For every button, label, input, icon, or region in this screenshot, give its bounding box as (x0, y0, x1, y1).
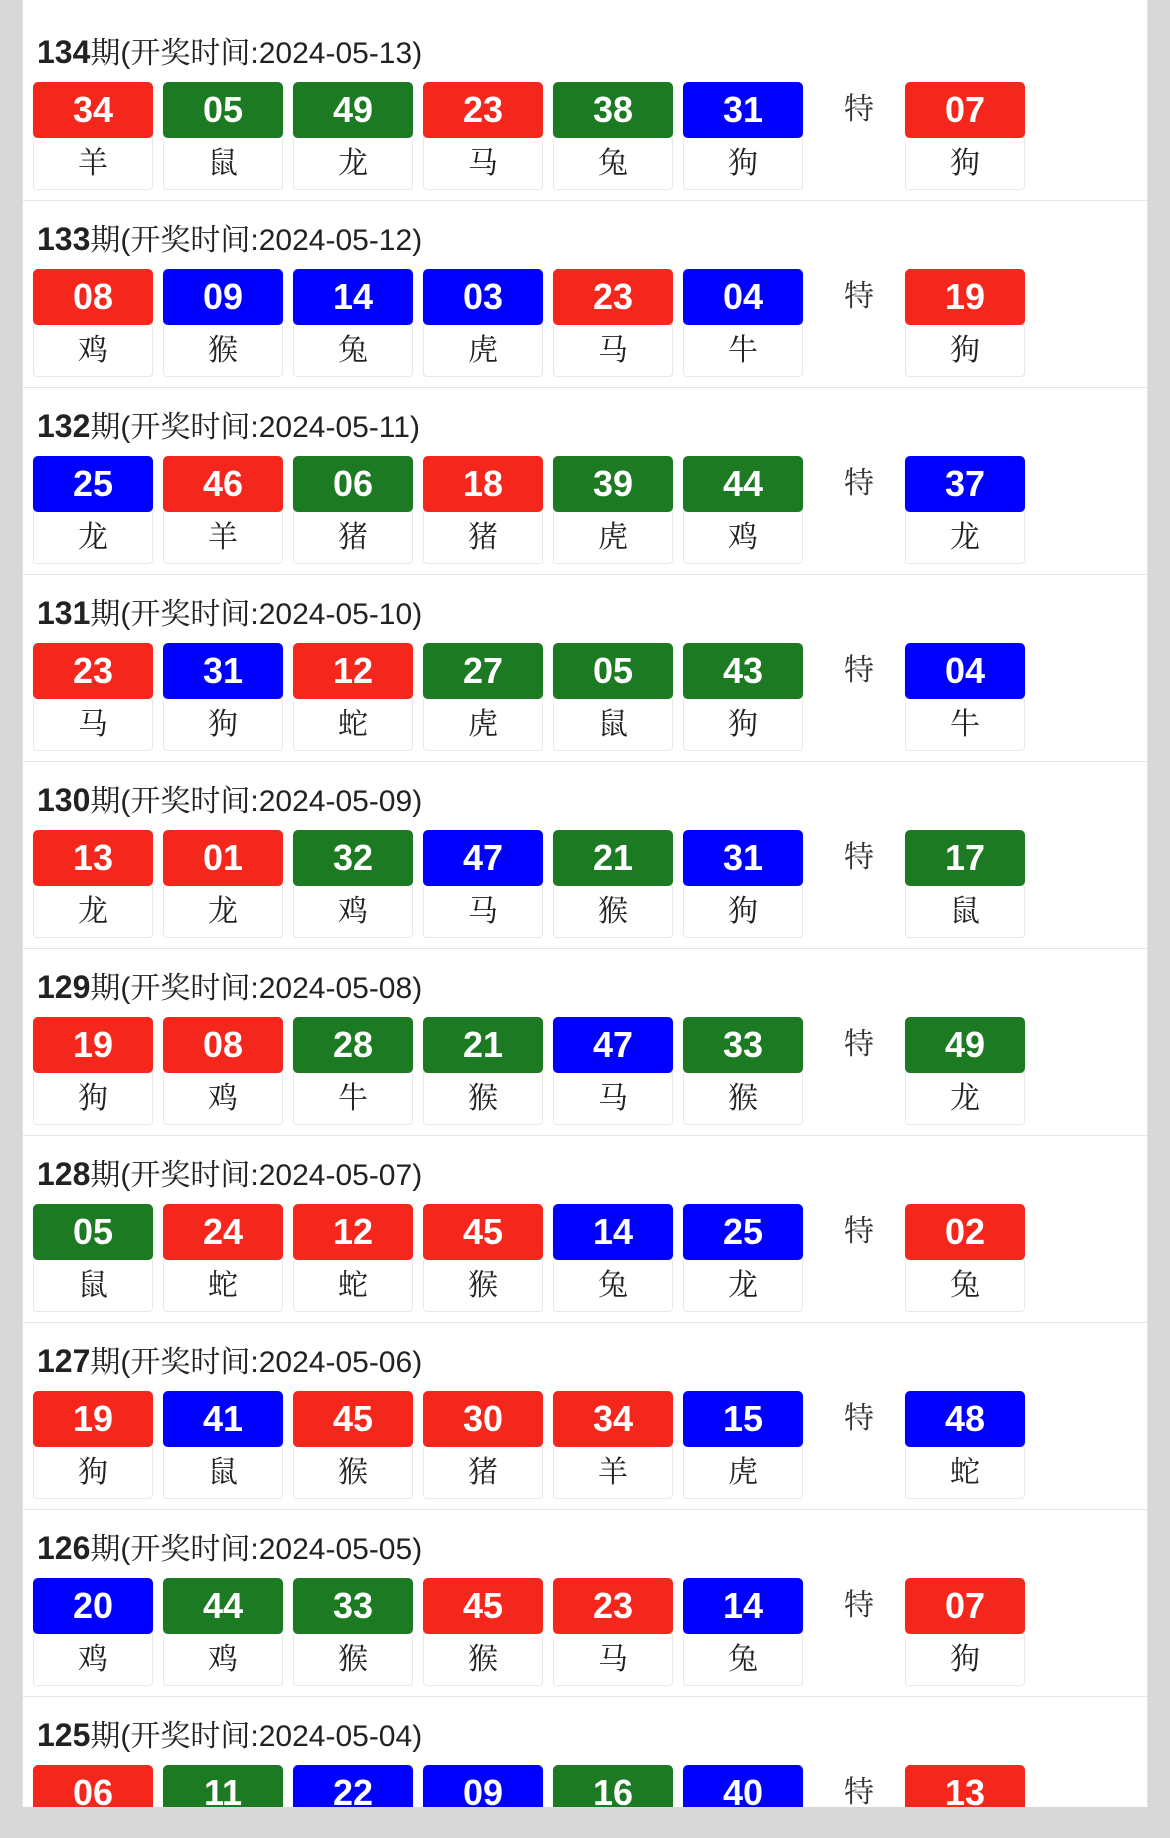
ball-number: 33 (293, 1578, 413, 1634)
draw-header (23, 1697, 1147, 1765)
ball-zodiac: 马 (553, 325, 673, 377)
normal-ball (553, 1204, 673, 1312)
ball-zodiac: 牛 (293, 1073, 413, 1125)
ball-number: 40 (683, 1765, 803, 1807)
normal-ball (163, 1204, 283, 1312)
draw-header (23, 14, 1147, 82)
normal-ball (293, 1765, 413, 1807)
special-ball-label: 特 (844, 93, 874, 126)
ball-number: 14 (683, 1578, 803, 1634)
ball-zodiac: 狗 (33, 1073, 153, 1125)
draw-date: 2024-05-07 (258, 1159, 413, 1192)
ball-number: 38 (553, 82, 673, 138)
ball-number: 45 (423, 1578, 543, 1634)
draw-date-prefix: 期(开奖时间: (90, 1720, 259, 1753)
normal-ball (553, 643, 673, 751)
ball-zodiac: 猴 (553, 886, 673, 938)
ball-number: 04 (683, 269, 803, 325)
normal-ball (293, 1204, 413, 1312)
ball-number: 32 (293, 830, 413, 886)
special-ball-zodiac: 兔 (905, 1260, 1025, 1312)
normal-ball (163, 830, 283, 938)
ball-zodiac: 猪 (423, 1447, 543, 1499)
ball-number: 23 (553, 269, 673, 325)
special-ball (905, 1204, 1025, 1312)
ball-zodiac: 兔 (293, 325, 413, 377)
ball-number: 19 (33, 1391, 153, 1447)
special-ball-label: 特 (844, 1402, 874, 1435)
special-ball-label: 特 (844, 1215, 874, 1248)
ball-row (23, 1765, 1147, 1807)
ball-number: 11 (163, 1765, 283, 1807)
normal-ball (683, 269, 803, 377)
draw-date-prefix: 期(开奖时间: (90, 224, 259, 257)
normal-ball (423, 82, 543, 190)
ball-zodiac: 猴 (293, 1634, 413, 1686)
ball-number: 20 (33, 1578, 153, 1634)
ball-number: 31 (683, 82, 803, 138)
ball-number: 45 (423, 1204, 543, 1260)
draw-date-prefix: 期(开奖时间: (90, 37, 259, 70)
special-ball-number: 04 (905, 643, 1025, 699)
normal-ball (423, 1204, 543, 1312)
ball-zodiac: 兔 (683, 1634, 803, 1686)
normal-ball (423, 830, 543, 938)
ball-number: 30 (423, 1391, 543, 1447)
special-ball-label: 特 (844, 280, 874, 313)
ball-zodiac: 蛇 (293, 1260, 413, 1312)
ball-zodiac: 鸡 (33, 1634, 153, 1686)
ball-zodiac: 龙 (33, 512, 153, 564)
normal-ball (163, 82, 283, 190)
draw-header (23, 1136, 1147, 1204)
special-ball-label: 特 (844, 1589, 874, 1622)
draw-block (23, 575, 1147, 762)
ball-number: 33 (683, 1017, 803, 1073)
ball-number: 01 (163, 830, 283, 886)
draw-date-prefix: 期(开奖时间: (90, 1533, 259, 1566)
ball-zodiac: 羊 (553, 1447, 673, 1499)
ball-number: 15 (683, 1391, 803, 1447)
draw-issue-number: 131 (37, 595, 91, 631)
ball-zodiac: 鸡 (33, 325, 153, 377)
special-ball-number: 49 (905, 1017, 1025, 1073)
draw-block (23, 1510, 1147, 1697)
ball-row (23, 1017, 1147, 1125)
draw-date-prefix: 期(开奖时间: (90, 972, 259, 1005)
ball-zodiac: 蛇 (293, 699, 413, 751)
ball-zodiac: 猴 (293, 1447, 413, 1499)
ball-zodiac: 马 (553, 1073, 673, 1125)
normal-ball (33, 1204, 153, 1312)
special-ball-zodiac: 鼠 (905, 886, 1025, 938)
special-ball (905, 1017, 1025, 1125)
draw-date-prefix: 期(开奖时间: (90, 1346, 259, 1379)
ball-zodiac: 龙 (33, 886, 153, 938)
ball-number: 23 (423, 82, 543, 138)
normal-ball (423, 1391, 543, 1499)
normal-ball (163, 1391, 283, 1499)
ball-zodiac: 鼠 (33, 1260, 153, 1312)
ball-row (23, 82, 1147, 190)
draw-date: 2024-05-11 (258, 411, 410, 444)
draw-issue-number: 132 (37, 408, 91, 444)
ball-zodiac: 猴 (163, 325, 283, 377)
normal-ball (33, 269, 153, 377)
ball-number: 47 (423, 830, 543, 886)
ball-zodiac: 龙 (163, 886, 283, 938)
ball-zodiac: 狗 (33, 1447, 153, 1499)
ball-number: 44 (163, 1578, 283, 1634)
ball-number: 18 (423, 456, 543, 512)
draw-date-suffix: ) (412, 1346, 423, 1379)
normal-ball (293, 1391, 413, 1499)
normal-ball (33, 1578, 153, 1686)
special-ball-number: 17 (905, 830, 1025, 886)
draw-issue-number: 126 (37, 1530, 91, 1566)
ball-zodiac: 虎 (553, 512, 673, 564)
ball-number: 34 (553, 1391, 673, 1447)
ball-zodiac: 虎 (423, 325, 543, 377)
normal-ball (33, 1017, 153, 1125)
special-ball-zodiac: 狗 (905, 325, 1025, 377)
draw-header (23, 762, 1147, 830)
normal-ball (33, 1391, 153, 1499)
special-ball-label: 特 (844, 1776, 874, 1807)
special-ball-zodiac: 牛 (905, 699, 1025, 751)
normal-ball (33, 1765, 153, 1807)
special-ball-number: 13 (905, 1765, 1025, 1807)
ball-zodiac: 虎 (423, 699, 543, 751)
ball-row (23, 643, 1147, 751)
special-ball-label: 特 (844, 1028, 874, 1061)
special-ball-zodiac: 龙 (905, 1073, 1025, 1125)
special-ball (905, 456, 1025, 564)
draw-block (23, 762, 1147, 949)
ball-number: 13 (33, 830, 153, 886)
special-ball-number: 02 (905, 1204, 1025, 1260)
draw-issue-number: 127 (37, 1343, 91, 1379)
ball-number: 21 (553, 830, 673, 886)
draw-date: 2024-05-10 (258, 598, 413, 631)
normal-ball (33, 456, 153, 564)
draw-date-suffix: ) (412, 1159, 423, 1192)
ball-zodiac: 鸡 (163, 1073, 283, 1125)
ball-number: 19 (33, 1017, 153, 1073)
ball-zodiac: 鼠 (163, 1447, 283, 1499)
normal-ball (293, 82, 413, 190)
normal-ball (683, 1765, 803, 1807)
ball-zodiac: 猪 (293, 512, 413, 564)
normal-ball (553, 1391, 673, 1499)
ball-number: 49 (293, 82, 413, 138)
normal-ball (683, 643, 803, 751)
results-sheet (22, 14, 1148, 1807)
ball-row (23, 456, 1147, 564)
draw-date-suffix: ) (409, 411, 420, 444)
ball-zodiac: 鼠 (553, 699, 673, 751)
ball-number: 05 (33, 1204, 153, 1260)
normal-ball (683, 1578, 803, 1686)
ball-zodiac: 兔 (553, 1260, 673, 1312)
ball-row (23, 1204, 1147, 1312)
ball-number: 31 (163, 643, 283, 699)
normal-ball (293, 830, 413, 938)
draw-date-suffix: ) (412, 37, 423, 70)
special-ball-number: 07 (905, 1578, 1025, 1634)
draw-date-suffix: ) (412, 785, 423, 818)
ball-number: 16 (553, 1765, 673, 1807)
special-ball (905, 269, 1025, 377)
ball-row (23, 830, 1147, 938)
special-ball (905, 1578, 1025, 1686)
ball-number: 06 (33, 1765, 153, 1807)
special-ball-label: 特 (844, 654, 874, 687)
ball-number: 43 (683, 643, 803, 699)
ball-number: 09 (163, 269, 283, 325)
ball-zodiac: 猴 (423, 1634, 543, 1686)
ball-number: 27 (423, 643, 543, 699)
draw-date: 2024-05-13 (258, 37, 413, 70)
ball-number: 25 (33, 456, 153, 512)
draw-header (23, 949, 1147, 1017)
ball-zodiac: 狗 (683, 138, 803, 190)
ball-zodiac: 马 (423, 886, 543, 938)
special-ball (905, 830, 1025, 938)
special-ball-number: 19 (905, 269, 1025, 325)
normal-ball (553, 269, 673, 377)
normal-ball (163, 1578, 283, 1686)
draw-date: 2024-05-08 (258, 972, 413, 1005)
draw-date-suffix: ) (412, 1533, 423, 1566)
draw-header (23, 575, 1147, 643)
normal-ball (33, 643, 153, 751)
ball-number: 05 (163, 82, 283, 138)
draw-issue-number: 130 (37, 782, 91, 818)
special-ball-number: 48 (905, 1391, 1025, 1447)
ball-zodiac: 猴 (683, 1073, 803, 1125)
normal-ball (423, 643, 543, 751)
ball-zodiac: 狗 (163, 699, 283, 751)
draw-block (23, 388, 1147, 575)
draw-issue-number: 129 (37, 969, 91, 1005)
ball-number: 45 (293, 1391, 413, 1447)
ball-number: 09 (423, 1765, 543, 1807)
normal-ball (423, 456, 543, 564)
normal-ball (293, 1578, 413, 1686)
ball-number: 08 (33, 269, 153, 325)
normal-ball (163, 643, 283, 751)
normal-ball (163, 456, 283, 564)
draw-issue-number: 133 (37, 221, 91, 257)
special-ball-zodiac: 龙 (905, 512, 1025, 564)
ball-zodiac: 狗 (683, 699, 803, 751)
normal-ball (293, 643, 413, 751)
ball-number: 28 (293, 1017, 413, 1073)
draw-date-suffix: ) (412, 972, 423, 1005)
ball-number: 12 (293, 1204, 413, 1260)
draw-issue-number: 134 (37, 34, 91, 70)
ball-number: 31 (683, 830, 803, 886)
ball-zodiac: 马 (423, 138, 543, 190)
ball-zodiac: 猪 (423, 512, 543, 564)
top-strip (22, 0, 1148, 14)
normal-ball (163, 1017, 283, 1125)
ball-zodiac: 猴 (423, 1260, 543, 1312)
ball-zodiac: 狗 (683, 886, 803, 938)
ball-row (23, 269, 1147, 377)
ball-row (23, 1391, 1147, 1499)
special-ball (905, 643, 1025, 751)
draw-date: 2024-05-09 (258, 785, 413, 818)
normal-ball (293, 269, 413, 377)
ball-zodiac: 蛇 (163, 1260, 283, 1312)
ball-number: 22 (293, 1765, 413, 1807)
ball-zodiac: 鸡 (683, 512, 803, 564)
special-ball-number: 07 (905, 82, 1025, 138)
special-ball-number: 37 (905, 456, 1025, 512)
normal-ball (293, 456, 413, 564)
ball-zodiac: 猴 (423, 1073, 543, 1125)
normal-ball (163, 1765, 283, 1807)
ball-zodiac: 虎 (683, 1447, 803, 1499)
ball-number: 41 (163, 1391, 283, 1447)
ball-row (23, 1578, 1147, 1686)
ball-number: 12 (293, 643, 413, 699)
draw-date: 2024-05-06 (258, 1346, 413, 1379)
normal-ball (423, 1017, 543, 1125)
ball-number: 34 (33, 82, 153, 138)
draw-header (23, 1510, 1147, 1578)
ball-number: 47 (553, 1017, 673, 1073)
normal-ball (423, 269, 543, 377)
special-ball-zodiac: 狗 (905, 1634, 1025, 1686)
ball-number: 39 (553, 456, 673, 512)
special-ball-label: 特 (844, 841, 874, 874)
ball-number: 46 (163, 456, 283, 512)
ball-number: 23 (553, 1578, 673, 1634)
draw-date-prefix: 期(开奖时间: (90, 411, 259, 444)
normal-ball (553, 82, 673, 190)
draw-date: 2024-05-05 (258, 1533, 413, 1566)
ball-number: 05 (553, 643, 673, 699)
normal-ball (553, 1017, 673, 1125)
ball-number: 24 (163, 1204, 283, 1260)
draw-header (23, 1323, 1147, 1391)
draw-date-suffix: ) (412, 224, 423, 257)
ball-number: 21 (423, 1017, 543, 1073)
ball-number: 25 (683, 1204, 803, 1260)
normal-ball (553, 456, 673, 564)
draw-block (23, 14, 1147, 201)
ball-number: 06 (293, 456, 413, 512)
ball-number: 23 (33, 643, 153, 699)
ball-zodiac: 马 (553, 1634, 673, 1686)
normal-ball (293, 1017, 413, 1125)
ball-zodiac: 羊 (33, 138, 153, 190)
ball-zodiac: 鸡 (293, 886, 413, 938)
ball-number: 08 (163, 1017, 283, 1073)
draw-date-prefix: 期(开奖时间: (90, 785, 259, 818)
ball-zodiac: 羊 (163, 512, 283, 564)
draw-date-suffix: ) (412, 1720, 423, 1753)
draw-block (23, 949, 1147, 1136)
ball-zodiac: 龙 (683, 1260, 803, 1312)
normal-ball (553, 830, 673, 938)
normal-ball (683, 456, 803, 564)
ball-number: 14 (293, 269, 413, 325)
ball-zodiac: 龙 (293, 138, 413, 190)
normal-ball (33, 82, 153, 190)
ball-zodiac: 马 (33, 699, 153, 751)
normal-ball (553, 1765, 673, 1807)
normal-ball (683, 82, 803, 190)
ball-zodiac: 鼠 (163, 138, 283, 190)
draw-header (23, 388, 1147, 456)
draw-block (23, 201, 1147, 388)
draw-date-prefix: 期(开奖时间: (90, 598, 259, 631)
normal-ball (33, 830, 153, 938)
draw-date-prefix: 期(开奖时间: (90, 1159, 259, 1192)
ball-zodiac: 牛 (683, 325, 803, 377)
normal-ball (683, 1204, 803, 1312)
special-ball (905, 82, 1025, 190)
special-ball-label: 特 (844, 467, 874, 500)
normal-ball (423, 1578, 543, 1686)
draw-issue-number: 125 (37, 1717, 91, 1753)
normal-ball (423, 1765, 543, 1807)
special-ball (905, 1391, 1025, 1499)
ball-number: 44 (683, 456, 803, 512)
draw-block (23, 1323, 1147, 1510)
draw-block (23, 1697, 1147, 1807)
ball-zodiac: 兔 (553, 138, 673, 190)
draw-date: 2024-05-12 (258, 224, 413, 257)
special-ball (905, 1765, 1025, 1807)
draw-date: 2024-05-04 (258, 1720, 413, 1753)
ball-zodiac: 鸡 (163, 1634, 283, 1686)
ball-number: 14 (553, 1204, 673, 1260)
normal-ball (683, 1391, 803, 1499)
draw-block (23, 1136, 1147, 1323)
draw-issue-number: 128 (37, 1156, 91, 1192)
special-ball-zodiac: 狗 (905, 138, 1025, 190)
draw-header (23, 201, 1147, 269)
draw-date-suffix: ) (412, 598, 423, 631)
normal-ball (163, 269, 283, 377)
normal-ball (683, 1017, 803, 1125)
ball-number: 03 (423, 269, 543, 325)
special-ball-zodiac: 蛇 (905, 1447, 1025, 1499)
normal-ball (683, 830, 803, 938)
normal-ball (553, 1578, 673, 1686)
